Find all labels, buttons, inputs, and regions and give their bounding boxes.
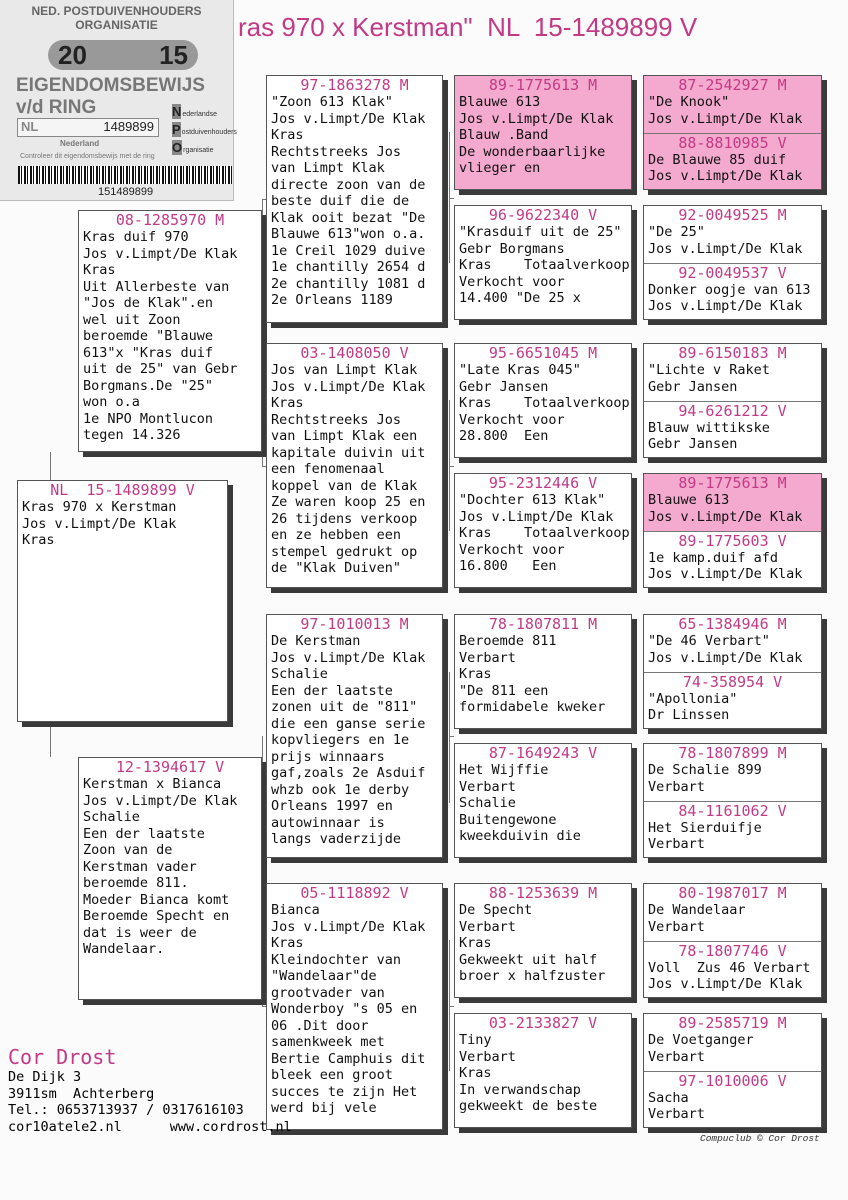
connector-line <box>262 199 263 466</box>
npo-word: rganisatie <box>183 147 214 154</box>
ring-number: 95-2312446 V <box>488 474 598 492</box>
ring-number: 74-358954 V <box>682 672 783 691</box>
pedigree-line: Verbart <box>459 918 516 935</box>
pedigree-line: Jos van Limpt Klak <box>271 362 418 378</box>
pedigree-line: 16.800 Een <box>459 558 557 574</box>
pedigree-line: "Jos de Klak".en <box>83 295 214 311</box>
ring-ownership-card <box>0 0 237 201</box>
pedigree-line: "De 811 een <box>459 682 549 699</box>
pedigree-line: Zoon van de <box>83 842 173 858</box>
breeder-city: 3911sm Achterberg <box>8 1085 155 1102</box>
pedigree-line: "Apollonia" <box>648 690 738 707</box>
pedigree-line: Verbart <box>648 836 705 852</box>
pedigree-line: gekweekt de beste <box>459 1098 598 1114</box>
pedigree-line: De Wandelaar <box>648 902 746 918</box>
ring-number: 89-1775613 M <box>678 474 787 492</box>
pedigree-line: directe zoon van de <box>271 176 426 193</box>
pedigree-line: Beroemde Specht en <box>83 908 230 924</box>
ancestor-card <box>644 1014 821 1071</box>
pedigree-line: Ze waren koop 25 en <box>271 494 426 510</box>
pedigree-line: Verkocht voor <box>459 411 565 428</box>
pedigree-line: Gebr Jansen <box>648 436 738 452</box>
ring-number: 97-1010006 V <box>678 1071 787 1090</box>
pedigree-line: 2e Orleans 1189 <box>271 292 393 308</box>
pedigree-line: "Late Kras 045" <box>459 362 581 378</box>
pedigree-line: Jos v.Limpt/De Klak <box>83 792 238 809</box>
ancestor-card <box>454 473 632 588</box>
pedigree-line: "De 46 Verbart" <box>648 633 770 649</box>
pedigree-line: whzb ook 1e derby <box>271 781 410 798</box>
connector-line <box>262 736 263 1006</box>
ring-number: 89-1775603 V <box>678 531 787 550</box>
ancestor-pair-card <box>643 883 822 998</box>
pedigree-line: Kras <box>271 127 304 143</box>
pedigree-line: Verbart <box>459 649 516 666</box>
breeder-name: Cor Drost <box>8 1045 117 1069</box>
pedigree-line: Kleindochter van <box>271 951 402 968</box>
pedigree-line: De Schalie 899 <box>648 762 762 778</box>
barcode <box>18 166 232 184</box>
pedigree-line: wel uit Zoon <box>83 311 181 328</box>
pedigree-line: die een ganse serie <box>271 715 426 732</box>
pedigree-line: kweekduivin die <box>459 828 581 844</box>
ring-number: 08-1285970 M <box>115 211 225 229</box>
ancestor-card <box>454 883 632 998</box>
ancestor-card <box>644 744 821 801</box>
ancestor-card <box>644 133 821 190</box>
pedigree-line: tegen 14.326 <box>83 427 181 443</box>
pedigree-line: Kras Totaalverkoop <box>459 525 630 541</box>
pedigree-line: 1e NPO Montlucon <box>83 410 214 427</box>
pedigree-line: Het Wijffie <box>459 762 549 778</box>
pedigree-line: Jos v.Limpt/De Klak <box>648 240 803 257</box>
pedigree-line: een fenomenaal <box>271 461 385 477</box>
pedigree-line: Verkocht voor <box>459 273 565 290</box>
ring-number: 88-8810985 V <box>678 133 787 152</box>
ring-number: 80-1987017 M <box>678 884 787 902</box>
pedigree-line: De Blauwe 85 duif <box>648 151 787 168</box>
pedigree-line: 26 tijdens verkoop <box>271 510 418 527</box>
pedigree-line: Beroemde 811 <box>459 633 557 649</box>
ancestor-card <box>454 343 632 458</box>
pedigree-line: Blauw wittikske <box>648 419 770 436</box>
pedigree-line: Jos v.Limpt/De Klak <box>271 110 426 127</box>
card-ring-number: 1489899 <box>103 119 154 134</box>
pedigree-line: 1e Creil 1029 duive <box>271 242 426 259</box>
ancestor-card <box>644 76 821 133</box>
pedigree-line: autowinnaar is <box>271 814 385 831</box>
ring-number: 05-1118892 V <box>300 884 409 902</box>
connector-line <box>449 736 454 737</box>
ancestor-card <box>644 1071 821 1128</box>
ring-number: 12-1394617 V <box>115 758 225 776</box>
pedigree-line: kapitale duivin uit <box>271 444 426 461</box>
card-year-right: 15 <box>159 40 188 70</box>
ancestor-card <box>644 615 821 672</box>
pedigree-line: Sacha <box>648 1089 689 1106</box>
pedigree-line: van Limpt Klak <box>271 160 385 176</box>
pedigree-line: Jos v.Limpt/De Klak <box>648 566 803 582</box>
pedigree-line: Verbart <box>459 1048 516 1065</box>
ring-number: 92-0049525 M <box>678 206 787 224</box>
ring-number: 88-1253639 M <box>488 884 598 902</box>
npo-word: ederlandse <box>182 111 218 118</box>
pedigree-line: Orleans 1997 en <box>271 798 393 814</box>
pedigree-line: Bianca <box>271 902 320 918</box>
pedigree-line: 14.400 "De 25 x <box>459 290 581 306</box>
pedigree-line: Jos v.Limpt/De Klak <box>648 110 803 127</box>
pedigree-line: grootvader van <box>271 984 385 1001</box>
pedigree-line: Een der laatste <box>83 825 205 842</box>
pedigree-line: 28.800 Een <box>459 428 549 444</box>
pedigree-line: Kras Totaalverkoop <box>459 257 630 273</box>
pedigree-line: Gebr Borgmans <box>459 240 565 257</box>
pedigree-line: prijs winnaars <box>271 748 385 765</box>
ancestor-card <box>454 205 632 320</box>
pedigree-line: broer x halfzuster <box>459 968 606 984</box>
pedigree-line: Een der laatste <box>271 682 393 699</box>
ring-number: 03-1408050 V <box>300 344 409 362</box>
pedigree-line: Jos v.Limpt/De Klak <box>459 508 614 525</box>
pedigree-line: Kras Totaalverkoop <box>459 395 630 411</box>
ring-number: 78-1807899 M <box>678 744 787 762</box>
subject-pigeon-card <box>17 480 228 722</box>
breeder-email[interactable]: cor10atele2.nl <box>8 1118 122 1135</box>
ancestor-card <box>454 1013 632 1128</box>
pedigree-line: koppel van de Klak <box>271 477 418 494</box>
pedigree-line: Kras <box>459 935 492 951</box>
pedigree-line: Kras <box>271 935 304 951</box>
breeder-contact-line <box>8 1118 292 1136</box>
pedigree-line: Kras 970 x Kerstman <box>22 499 177 515</box>
pedigree-line: Verbart <box>648 1106 705 1122</box>
pedigree-line: Moeder Bianca komt <box>83 891 230 908</box>
pedigree-line: "Wandelaar"de <box>271 968 377 984</box>
ancestor-card <box>644 801 821 858</box>
pedigree-line: Verkocht voor <box>459 541 565 558</box>
ring-number: 94-6261212 V <box>678 401 787 420</box>
pedigree-line: stempel gedrukt op <box>271 543 418 560</box>
pedigree-line: Borgmans.De "25" <box>83 377 214 394</box>
pedigree-line: "De Knook" <box>648 94 730 110</box>
pedigree-line: Het Sierduifje <box>648 819 762 836</box>
card-ring-field <box>17 118 159 137</box>
pedigree-line: Verbart <box>648 918 705 935</box>
pedigree-line: Rechtstreeks Jos <box>271 143 402 160</box>
pedigree-line: Rechtstreeks Jos <box>271 411 402 428</box>
pedigree-line: 1e chantilly 2654 d <box>271 259 426 275</box>
pedigree-line: van Limpt Klak een <box>271 428 418 444</box>
pedigree-line: Kras <box>83 262 116 278</box>
ancestor-card <box>454 75 632 190</box>
card-year-left: 20 <box>58 40 87 70</box>
ring-number: 97-1863278 M <box>300 76 409 94</box>
pedigree-line: Jos v.Limpt/De Klak <box>459 110 614 127</box>
pedigree-line: uit de 25" van Gebr <box>83 361 238 377</box>
pedigree-line: en ze hebben een <box>271 527 402 543</box>
pedigree-line: succes te zijn Het <box>271 1083 418 1100</box>
ancestor-card <box>454 614 632 729</box>
pedigree-line: Kras duif 970 <box>83 229 189 245</box>
pedigree-line: beroemde 811. <box>83 875 189 891</box>
pedigree-line: Verbart <box>648 1048 705 1065</box>
pedigree-line: bleek een groot <box>271 1067 393 1083</box>
ancestor-card <box>644 474 821 531</box>
card-year <box>48 40 198 70</box>
ring-number: 89-2585719 M <box>678 1014 787 1032</box>
ancestor-card <box>454 743 632 858</box>
pedigree-line: Verbart <box>648 778 705 795</box>
pedigree-line: Jos v.Limpt/De Klak <box>648 298 803 314</box>
pedigree-line: Jos v.Limpt/De Klak <box>648 168 803 184</box>
pedigree-line: Jos v.Limpt/De Klak <box>22 515 177 532</box>
pedigree-line: langs vaderzijde <box>271 831 402 847</box>
footer-credit: Compuclub © Cor Drost <box>700 1133 820 1144</box>
pedigree-line: de "Klak Duiven" <box>271 560 402 576</box>
ancestor-pair-card <box>643 743 822 858</box>
connector-line <box>449 672 450 803</box>
ancestor-pair-card <box>643 75 822 190</box>
ancestor-card <box>644 401 821 458</box>
pedigree-line: Blauwe 613 <box>648 492 730 508</box>
pedigree-line: zonen uit de "811" <box>271 699 418 715</box>
ancestor-pair-card <box>643 343 822 458</box>
pedigree-line: "Dochter 613 Klak" <box>459 492 606 508</box>
npo-line <box>172 140 213 155</box>
ancestor-pair-card <box>643 473 822 588</box>
ancestor-card <box>266 614 443 858</box>
pedigree-line: Tiny <box>459 1032 492 1048</box>
ring-number: 95-6651045 M <box>488 344 598 362</box>
ring-number: 87-2542927 M <box>678 76 787 94</box>
pedigree-line: Blauwe 613"won o.a. <box>271 226 426 242</box>
pedigree-line: 1e kamp.duif afd <box>648 549 779 566</box>
pedigree-line: De wonderbaarlijke <box>459 143 606 160</box>
ring-number: 65-1384946 M <box>678 615 787 633</box>
pedigree-line: Jos v.Limpt/De Klak <box>648 508 803 525</box>
ancestor-card <box>644 531 821 588</box>
npo-line <box>172 122 237 137</box>
connector-line <box>449 198 454 199</box>
pedigree-line: Jos v.Limpt/De Klak <box>648 976 803 992</box>
npo-letter: N <box>172 104 182 119</box>
pedigree-line: won o.a <box>83 394 140 410</box>
pedigree-line: Kras <box>271 395 304 411</box>
pedigree-line: Jos v.Limpt/De Klak <box>648 649 803 666</box>
pedigree-line: 613"x "Kras duif <box>83 344 214 361</box>
ancestor-card <box>644 941 821 998</box>
card-organisation: NED. POSTDUIVENHOUDERS ORGANISATIE <box>31 4 202 32</box>
pedigree-line: beste duif die de <box>271 193 410 209</box>
pedigree-line: Voll Zus 46 Verbart <box>648 959 811 976</box>
ancestor-card <box>78 210 262 452</box>
ancestor-card <box>266 883 443 1130</box>
pedigree-line: formidabele kweker <box>459 699 606 715</box>
ancestor-pair-card <box>643 614 822 729</box>
npo-line <box>172 104 217 119</box>
barcode-number: 151489899 <box>98 186 154 198</box>
ring-number: 84-1161062 V <box>678 801 787 820</box>
ring-number: 78-1807811 M <box>488 615 598 633</box>
pedigree-line: "Zoon 613 Klak" <box>271 94 393 110</box>
ancestor-card <box>266 343 443 588</box>
pedigree-line: De Kerstman <box>271 633 361 649</box>
pedigree-line: In verwandschap <box>459 1081 581 1098</box>
pedigree-line: 06 .Dit door <box>271 1017 369 1034</box>
pedigree-line: Dr Linssen <box>648 707 730 723</box>
ring-number: 87-1649243 V <box>488 744 598 762</box>
pedigree-line: Buitengewone <box>459 811 557 828</box>
pedigree-line: Gebr Jansen <box>648 378 738 395</box>
pedigree-line: vlieger en <box>459 160 541 176</box>
pedigree-line: dat is weer de <box>83 924 197 941</box>
ancestor-card <box>644 884 821 941</box>
pedigree-line: Kras <box>22 532 55 548</box>
ring-number: 92-0049537 V <box>678 263 787 282</box>
pedigree-line: "Krasduif uit de 25" <box>459 224 622 240</box>
pedigree-line: 2e chantilly 1081 d <box>271 275 426 292</box>
ring-number: 89-1775613 M <box>488 76 598 94</box>
pedigree-line: Verbart <box>459 778 516 795</box>
ring-number: 89-6150183 M <box>678 344 787 362</box>
ancestor-card <box>78 757 262 1000</box>
pedigree-line: Blauwe 613 <box>459 94 541 110</box>
card-heading: EIGENDOMSBEWIJS v/d RING <box>16 75 205 118</box>
breeder-address: De Dijk 3 <box>8 1069 82 1085</box>
card-control-text: Controleer dit eigendomsbewijs met de ring <box>20 153 155 160</box>
pedigree-line: samenkweek met <box>271 1034 385 1050</box>
pedigree-line: Jos v.Limpt/De Klak <box>271 378 426 395</box>
breeder-info <box>8 1045 292 1135</box>
pedigree-line: Wandelaar. <box>83 941 165 957</box>
pedigree-line: Jos v.Limpt/De Klak <box>271 649 426 666</box>
card-nederland: Nederland <box>60 139 100 148</box>
page-title: ras 970 x Kerstman" NL 15-1489899 V <box>238 12 698 42</box>
npo-word: ostduivenhouders <box>181 129 237 136</box>
connector-line <box>449 466 454 467</box>
pedigree-line: Blauw .Band <box>459 127 549 143</box>
pedigree-line: De Specht <box>459 902 533 918</box>
npo-letter: P <box>172 122 181 137</box>
pedigree-line: Kerstman x Bianca <box>83 776 222 792</box>
ancestor-card <box>644 263 821 320</box>
pedigree-line: Bertie Camphuis dit <box>271 1050 426 1067</box>
ancestor-pair-card <box>643 205 822 320</box>
ring-number: NL 15-1489899 V <box>50 481 195 499</box>
ring-number: 78-1807746 V <box>678 941 787 960</box>
ring-number: 96-9622340 V <box>488 206 598 224</box>
breeder-phone: Tel.: 0653713937 / 0317616103 <box>8 1102 244 1118</box>
pedigree-line: De Voetganger <box>648 1032 754 1048</box>
connector-line <box>449 1006 454 1007</box>
pedigree-line: kopvliegers en 1e <box>271 732 410 748</box>
ancestor-card <box>644 672 821 729</box>
pedigree-line: Uit Allerbeste van <box>83 278 230 295</box>
pedigree-line: Donker oogje van 613 <box>648 281 811 298</box>
pedigree-line: Schalie <box>271 666 328 682</box>
ancestor-pair-card <box>643 1013 822 1128</box>
ancestor-card <box>644 344 821 401</box>
pedigree-line: beroemde "Blauwe <box>83 328 214 344</box>
pedigree-line: gaf,zoals 2e Asduif <box>271 765 426 781</box>
ancestor-card <box>644 206 821 263</box>
pedigree-line: Wonderboy "s 05 en <box>271 1001 418 1017</box>
pedigree-line: Schalie <box>459 795 516 811</box>
npo-letter: O <box>172 140 183 155</box>
pedigree-line: "Lichte v Raket <box>648 362 770 378</box>
breeder-website[interactable]: www.cordrost.nl <box>169 1118 292 1135</box>
pedigree-line: Kras <box>459 1065 492 1081</box>
pedigree-line: "De 25" <box>648 224 705 240</box>
pedigree-line: Schalie <box>83 809 140 825</box>
pedigree-line: Kerstman vader <box>83 858 197 875</box>
pedigree-line: werd bij vele <box>271 1100 377 1116</box>
card-country: NL <box>21 119 39 134</box>
pedigree-line: Jos v.Limpt/De Klak <box>83 245 238 262</box>
pedigree-line: Kras <box>459 666 492 682</box>
ancestor-card <box>266 75 443 323</box>
pedigree-line: Gebr Jansen <box>459 378 549 395</box>
pedigree-line: Jos v.Limpt/De Klak <box>271 918 426 935</box>
pedigree-line: Klak ooit bezat "De <box>271 209 426 226</box>
ring-number: 03-2133827 V <box>488 1014 598 1032</box>
ring-number: 97-1010013 M <box>300 615 409 633</box>
pedigree-line: Gekweekt uit half <box>459 951 598 968</box>
